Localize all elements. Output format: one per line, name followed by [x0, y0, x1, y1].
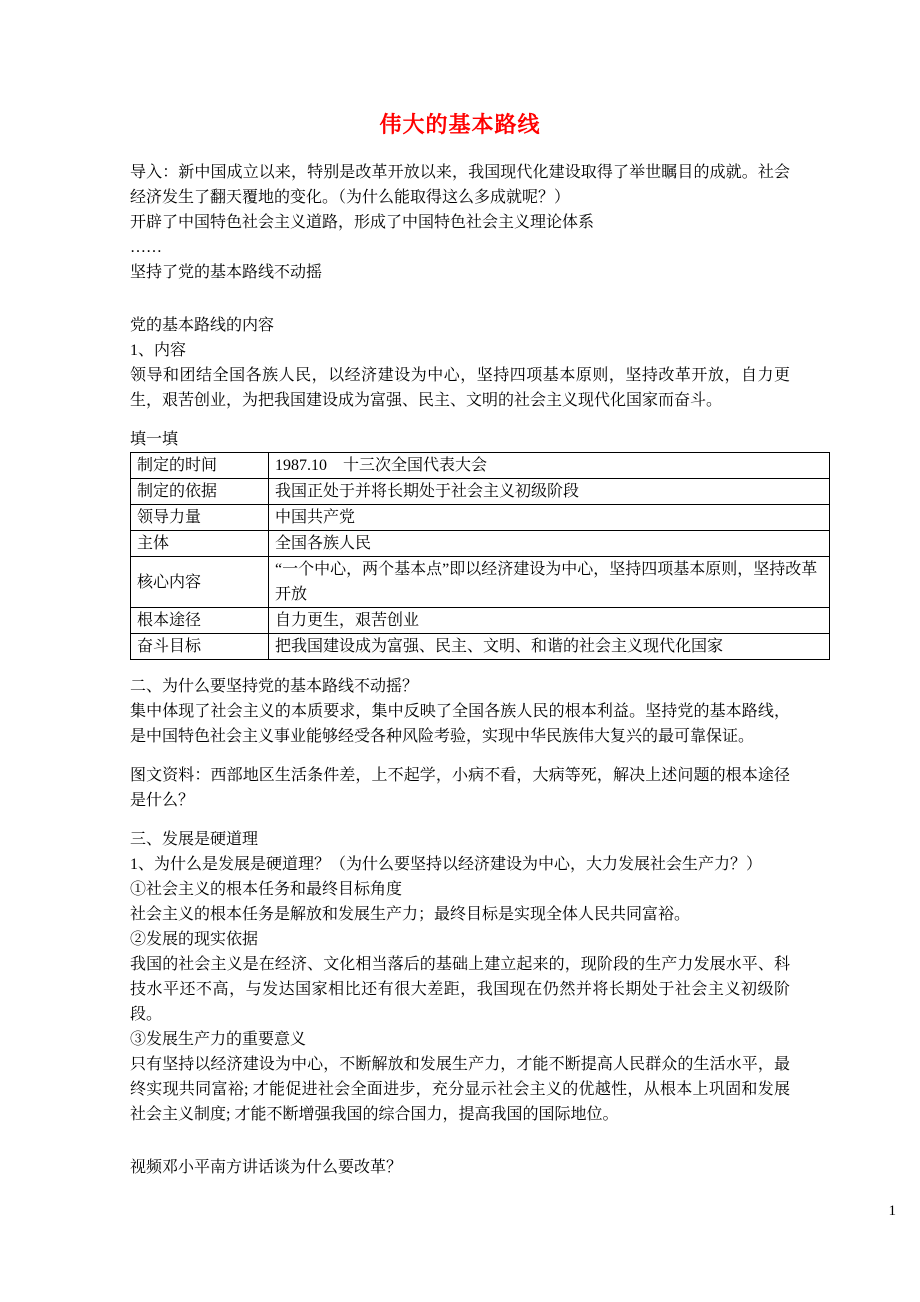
- paragraph: 集中体现了社会主义的本质要求，集中反映了全国各族人民的根本利益。坚持党的基本路线，是中国特色社会主义事业能够经受各种风险考验，实现中华民族伟大复兴的最可靠保证。: [130, 703, 790, 745]
- paragraph: 视频邓小平南方讲话谈为什么要改革？: [130, 1159, 403, 1176]
- table-row-value: 把我国建设成为富强、民主、文明、和谐的社会主义现代化国家: [269, 634, 830, 660]
- table-row-label: 根本途径: [131, 608, 269, 634]
- blank-line: [130, 660, 790, 674]
- paragraph: 开辟了中国特色社会主义道路，形成了中国特色社会主义理论体系: [130, 214, 595, 231]
- paragraph: 1、内容: [130, 342, 187, 359]
- basic-line-table: [130, 452, 830, 660]
- blank-line: [130, 413, 790, 427]
- paragraph: 社会主义的根本任务是解放和发展生产力；最终目标是实现全体人民共同富裕。: [130, 906, 691, 923]
- paragraph: 坚持了党的基本路线不动摇: [130, 264, 323, 281]
- page-number: 1: [888, 1203, 896, 1219]
- blank-line: [130, 813, 790, 827]
- table-row-value: 中国共产党: [269, 505, 830, 531]
- table-row: [131, 479, 830, 505]
- table-row: [131, 557, 830, 608]
- blank-line: [130, 299, 790, 313]
- table-row-label: 领导力量: [131, 505, 269, 531]
- document-title: 伟大的基本路线: [379, 112, 541, 137]
- paragraph: 党的基本路线的内容: [130, 317, 275, 334]
- table-row-label: 主体: [131, 531, 269, 557]
- paragraph: ②发展的现实依据: [130, 931, 259, 948]
- document-body: [130, 160, 818, 1180]
- table-row: [131, 634, 830, 660]
- paragraph: 填一填: [130, 431, 179, 448]
- paragraph: 二、为什么要坚持党的基本路线不动摇？: [130, 678, 419, 695]
- paragraph: 1、为什么是发展是硬道理？（为什么要坚持以经济建设为中心，大力发展社会生产力？）: [130, 856, 763, 873]
- table-row: [131, 505, 830, 531]
- table-row: [131, 453, 830, 479]
- blank-line: [130, 285, 790, 299]
- paragraph: 图文资料：西部地区生活条件差，上不起学，小病不看，大病等死，解决上述问题的根本途径是什么？: [130, 767, 790, 809]
- paragraph: ……: [130, 239, 162, 256]
- table-row-value: 自力更生，艰苦创业: [269, 608, 830, 634]
- table-row-label: 奋斗目标: [131, 634, 269, 660]
- table-row-label: 核心内容: [131, 557, 269, 608]
- table-row: [131, 531, 830, 557]
- paragraph: 我国的社会主义是在经济、文化相当落后的基础上建立起来的，现阶段的生产力发展水平、科技水平还不高，与发达国家相比还有很大差距，我国现在仍然并将长期处于社会主义初级阶段。: [130, 956, 790, 1023]
- table-row-label: 制定的时间: [131, 453, 269, 479]
- paragraph: ①社会主义的根本任务和最终目标角度: [130, 881, 403, 898]
- paragraph: 领导和团结全国各族人民，以经济建设为中心，坚持四项基本原则，坚持改革开放，自力更生，艰苦创业，为把我国建设成为富强、民主、文明的社会主义现代化国家而奋斗。: [130, 367, 790, 409]
- table-row-value: 全国各族人民: [269, 531, 830, 557]
- paragraph: 导入：新中国成立以来，特别是改革开放以来，我国现代化建设取得了举世瞩目的成就。社会经济发生了翻天覆地的变化。（为什么能取得这么多成就呢？）: [130, 164, 790, 206]
- table-row-label: 制定的依据: [131, 479, 269, 505]
- blank-line: [130, 749, 790, 763]
- table-row-value: 我国正处于并将长期处于社会主义初级阶段: [269, 479, 830, 505]
- paragraph: 三、发展是硬道理: [130, 831, 259, 848]
- blank-line: [130, 1141, 790, 1155]
- paragraph: 只有坚持以经济建设为中心，不断解放和发展生产力，才能不断提高人民群众的生活水平，最终实现共同富裕; 才能促进社会全面进步，充分显示社会主义的优越性，从根本上巩固和发展社会主义制度; 才能不断增强我国的综合国力，提高我国的国际地位。: [130, 1056, 790, 1123]
- table-row-value: 1987.10 十三次全国代表大会: [269, 453, 830, 479]
- table-row: [131, 608, 830, 634]
- blank-line: [130, 1127, 790, 1141]
- table-row-value: “一个中心，两个基本点”即以经济建设为中心，坚持四项基本原则，坚持改革开放: [269, 557, 830, 608]
- paragraph: ③发展生产力的重要意义: [130, 1031, 307, 1048]
